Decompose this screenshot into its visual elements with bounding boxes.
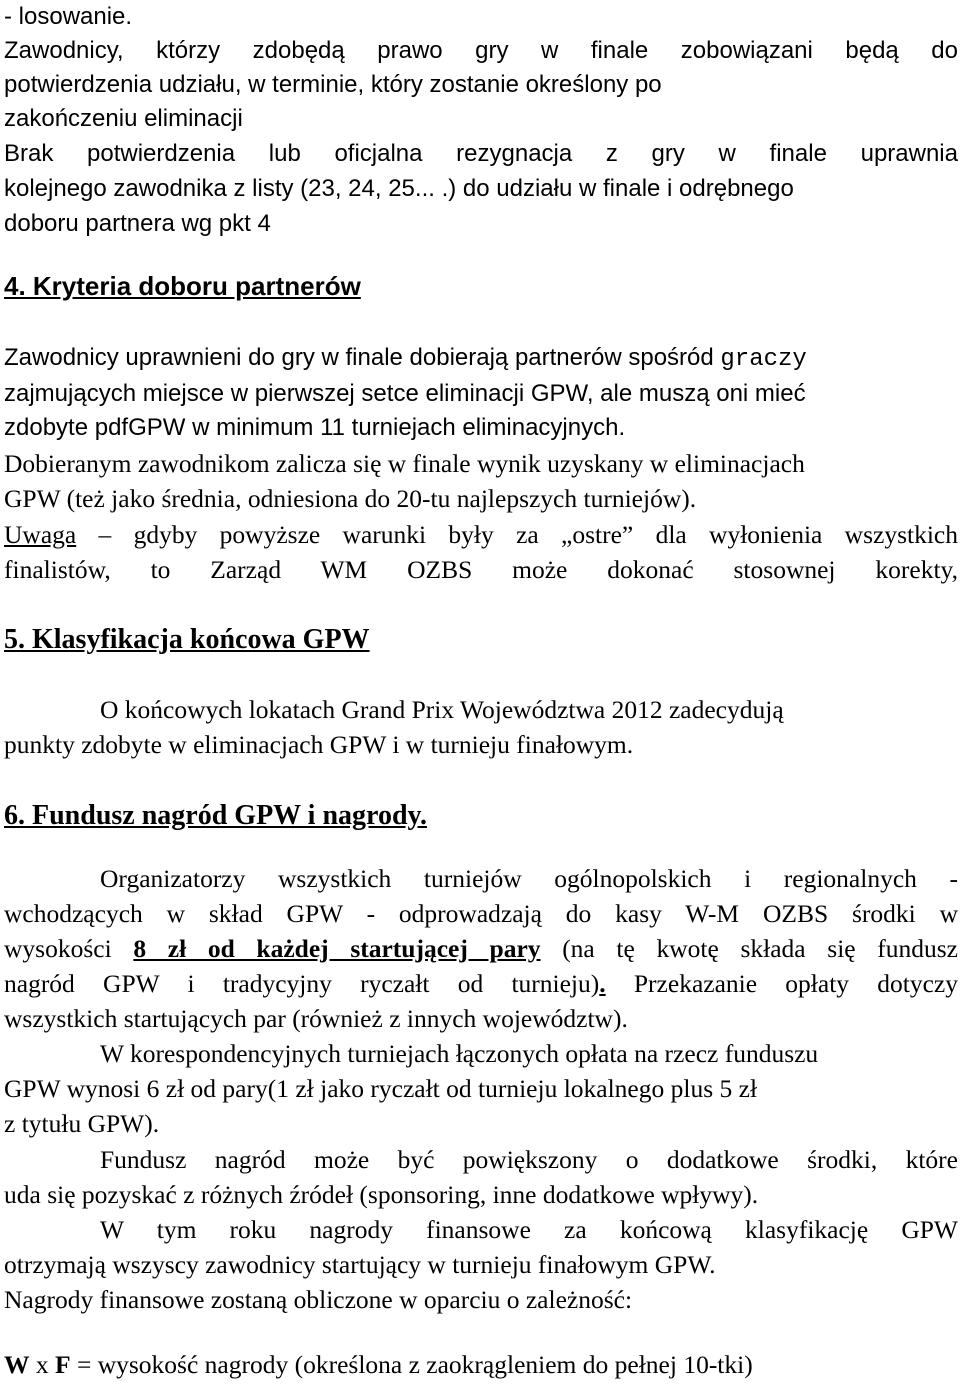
text-line: - losowanie. bbox=[4, 3, 133, 30]
text-line: z tytułu GPW). bbox=[4, 1109, 160, 1138]
text-line: otrzymają wszyscy zawodnicy startujący w turnieju finałowym GPW. bbox=[4, 1250, 716, 1279]
text-span: Zawodnicy uprawnieni do gry w finale dobierają partnerów spośród bbox=[4, 344, 721, 371]
text-line: GPW wynosi 6 zł od pary(1 zł jako ryczałt od turnieju lokalnego plus 5 zł bbox=[4, 1074, 758, 1103]
emphasis-fee: 8 zł od każdej startującej pary bbox=[133, 934, 541, 963]
text-line: O końcowych lokatach Grand Prix Województwa 2012 zadecydują bbox=[100, 695, 784, 724]
formula-f: F bbox=[55, 1350, 71, 1379]
text-span: x bbox=[29, 1350, 55, 1379]
text-span: nagród GPW i tradycyjny ryczałt od turnieju) bbox=[4, 969, 600, 998]
text-line: Brak potwierdzenia lub oficjalna rezygnacja z gry w finale uprawnia bbox=[4, 140, 958, 167]
formula-line bbox=[4, 1348, 958, 1382]
text-line: potwierdzenia udziału, w terminie, który zostanie określony po bbox=[4, 71, 662, 98]
text-line: W tym roku nagrody finansowe za końcową klasyfikację GPW bbox=[100, 1215, 958, 1244]
text-line: wszystkich startujących par (również z innych województw). bbox=[4, 1004, 628, 1033]
text-span: wysokości bbox=[4, 934, 134, 963]
note-label: Uwaga bbox=[4, 520, 77, 549]
text-line: W korespondencyjnych turniejach łączonych opłata na rzecz funduszu bbox=[100, 1039, 819, 1068]
text-line: Dobieranym zawodnikom zalicza się w finale wynik uzyskany w eliminacjach bbox=[4, 449, 805, 478]
text-line: Organizatorzy wszystkich turniejów ogólnopolskich i regionalnych - bbox=[100, 864, 958, 893]
text-span: Przekazanie opłaty dotyczy bbox=[605, 969, 958, 998]
text-line: zakończeniu eliminacji bbox=[4, 105, 243, 132]
text-line: kolejnego zawodnika z listy (23, 24, 25... .) do udziału w finale i odrębnego bbox=[4, 175, 794, 202]
section-heading: 4. Kryteria doboru partnerów bbox=[4, 271, 361, 301]
text-span: graczy bbox=[720, 346, 807, 373]
text-line: zajmujących miejsce w pierwszej setce eliminacji GPW, ale muszą oni mieć bbox=[4, 380, 806, 407]
section-heading: 6. Fundusz nagród GPW i nagrody. bbox=[4, 800, 427, 831]
text-line: Nagrody finansowe zostaną obliczone w oparciu o zależność: bbox=[4, 1285, 633, 1314]
text-line: wchodzących w skład GPW - odprowadzają do kasy W-M OZBS środki w bbox=[4, 899, 958, 928]
text-line bbox=[4, 341, 958, 375]
text-line: GPW (też jako średnia, odniesiona do 20-tu najlepszych turniejów). bbox=[4, 484, 697, 513]
text-line: zdobyte pdfGPW w minimum 11 turniejach eliminacyjnych. bbox=[4, 414, 626, 441]
text-line: uda się pozyskać z różnych źródeł (sponsoring, inne dodatkowe wpływy). bbox=[4, 1180, 759, 1209]
text-line bbox=[4, 518, 958, 552]
text-span: = wysokość nagrody (określona z zaokrągleniem do pełnej 10-tki) bbox=[70, 1350, 753, 1379]
section-heading: 5. Klasyfikacja końcowa GPW bbox=[4, 624, 370, 655]
text-span: – gdyby powyższe warunki były za „ostre” dla wyłonienia wszystkich bbox=[76, 520, 958, 549]
text-line bbox=[4, 932, 958, 966]
text-line: punkty zdobyte w eliminacjach GPW i w turnieju finałowym. bbox=[4, 730, 634, 759]
formula-w: W bbox=[4, 1350, 30, 1379]
text-line: Fundusz nagród może być powiększony o dodatkowe środki, które bbox=[100, 1145, 958, 1174]
text-line: Zawodnicy, którzy zdobędą prawo gry w finale zobowiązani będą do bbox=[4, 37, 958, 64]
text-line: finalistów, to Zarząd WM OZBS może dokonać stosownej korekty, bbox=[4, 555, 958, 584]
text-span: . bbox=[599, 969, 606, 998]
text-line: doboru partnera wg pkt 4 bbox=[4, 210, 271, 237]
text-line bbox=[4, 967, 958, 1001]
text-span: (na tę kwotę składa się fundusz bbox=[540, 934, 959, 963]
